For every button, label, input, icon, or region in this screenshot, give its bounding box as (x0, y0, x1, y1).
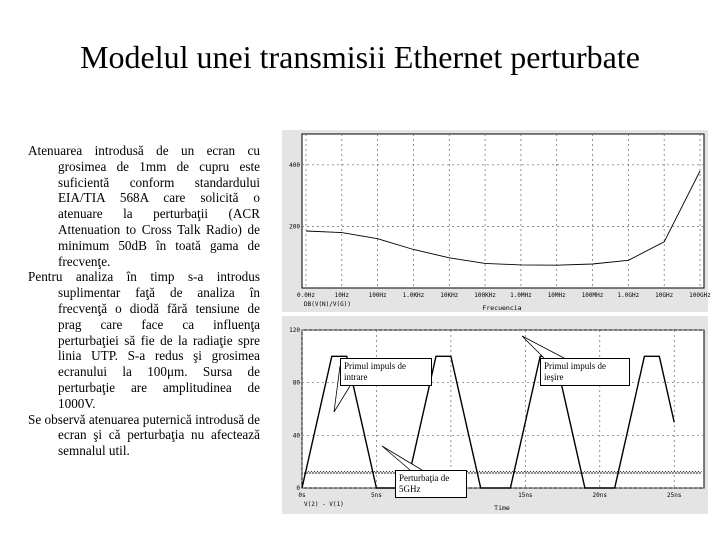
time-y-tick-label: 0 (296, 485, 300, 492)
simulation-plots-svg (282, 130, 711, 514)
time-x-axis-label: Time (494, 504, 510, 512)
freq-x-tick-label: 100KHz (474, 292, 496, 299)
paragraph-time-analysis: Pentru analiza în timp s-a introdus suplimentar faţă de analiza în frecvenţă o diodă fără tensiune de prag care face ca influenţa perturbaţiei să fie de la radiaţie spre linia UTP. S-a redus şi grosimea ecranului la 100μm. Sursa de perturbaţie are amplitudinea de 1000V. (28, 269, 260, 411)
time-trace-label: V(2) - V(1) (304, 501, 344, 508)
time-x-tick-label: 15ns (518, 492, 533, 499)
freq-plot-area (302, 134, 704, 288)
freq-x-tick-label: 10GHz (655, 292, 674, 299)
time-plot-area (302, 330, 704, 488)
freq-x-tick-label: 1.0MHz (510, 292, 532, 299)
slide-title: Modelul unei transmisii Ethernet perturbate (80, 39, 640, 75)
freq-x-tick-label: 10Hz (334, 292, 350, 299)
time-x-tick-label: 0s (298, 492, 306, 499)
callout-perturbation: Perturbaţia de 5GHz (395, 470, 467, 498)
freq-x-tick-label: 0.0Hz (296, 292, 316, 299)
simulation-plots (282, 130, 711, 514)
freq-trace-label: DB(V(N)/V(G)) (304, 301, 351, 308)
freq-x-tick-label: 10KHz (440, 292, 459, 299)
freq-x-tick-label: 10MHz (547, 292, 566, 299)
callout-output-pulse: Primul impuls de ieşire (540, 358, 630, 386)
time-y-tick-label: 120 (289, 327, 300, 334)
paragraph-conclusion: Se observă atenuarea puternică introdusă de ecran şi că perturbaţia nu afectează semnalul util. (28, 411, 260, 459)
body-text (28, 143, 260, 459)
freq-x-tick-label: 100Hz (368, 292, 387, 299)
time-x-tick-label: 25ns (666, 492, 682, 499)
time-y-tick-label: 40 (292, 432, 300, 440)
time-x-tick-label: 20ns (592, 492, 608, 499)
time-y-tick-label: 80 (292, 379, 300, 387)
freq-y-tick-label: 200 (289, 223, 300, 231)
callout-input-pulse: Primul impuls de intrare (340, 358, 432, 386)
freq-x-tick-label: 100MHz (581, 292, 604, 299)
time-x-tick-label: 5ns (371, 492, 382, 499)
freq-x-tick-label: 1.0KHz (402, 292, 425, 299)
freq-x-tick-label: 100GHz (689, 292, 711, 299)
freq-y-tick-label: 400 (289, 161, 300, 169)
freq-x-axis-label: Frecuencia (482, 304, 522, 312)
freq-x-tick-label: 1.0GHz (617, 292, 640, 299)
paragraph-attenuation: Atenuarea introdusă de un ecran cu grosimea de 1mm de cupru este suficientă conform standardului EIA/TIA 568A care solicită o atenuare la perturbaţii (ACR Attenuation to Cross Talk Radio) de minimum 50dB în toată gama de frecvenţe. (28, 143, 260, 269)
